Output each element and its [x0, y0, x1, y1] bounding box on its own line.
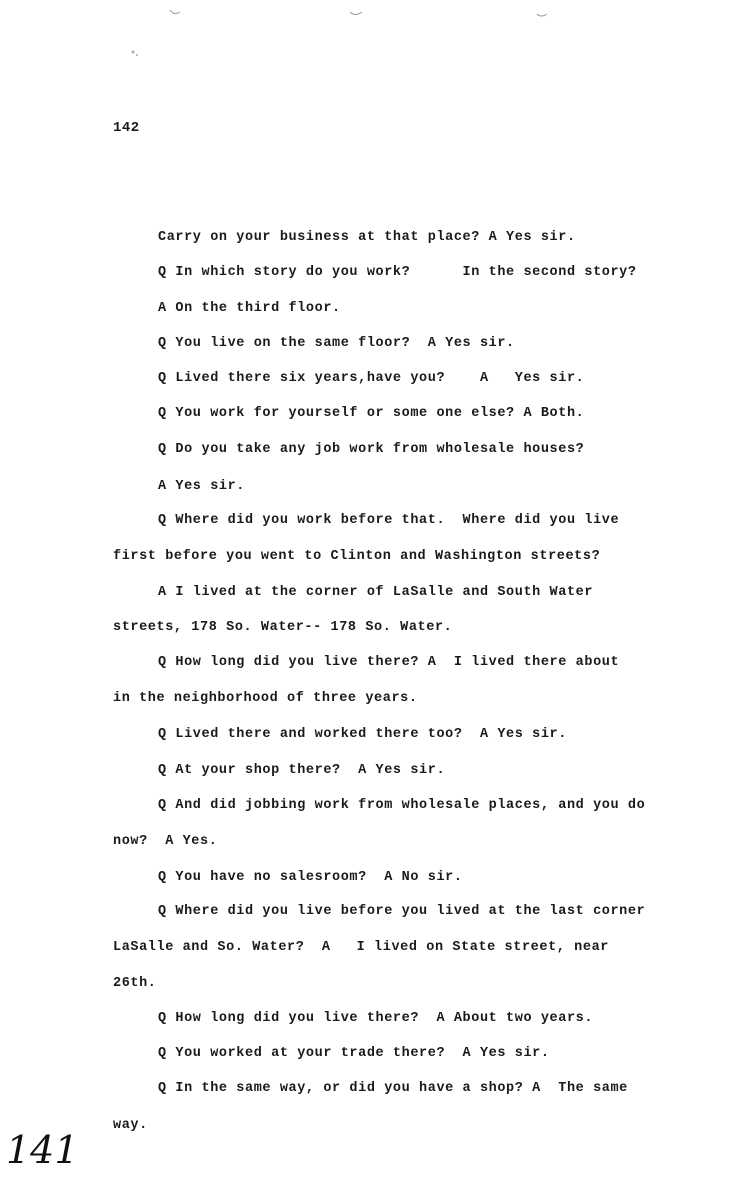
- transcript-line: Q How long did you live there? A About two years.: [158, 1011, 594, 1026]
- transcript-line: Q At your shop there? A Yes sir.: [158, 763, 446, 778]
- handwritten-margin-note: 141: [6, 1128, 79, 1172]
- transcript-line: Q You have no salesroom? A No sir.: [158, 870, 463, 885]
- transcript-line: Q In which story do you work? In the second story?: [158, 265, 637, 280]
- transcript-line: way.: [113, 1118, 148, 1133]
- transcript-line: Q Where did you live before you lived at the last corner: [158, 904, 646, 919]
- page-number: 142: [113, 120, 140, 136]
- transcript-line: Q You work for yourself or some one else? A Both.: [158, 406, 585, 421]
- transcript-line: Q Where did you work before that. Where did you live: [158, 513, 620, 528]
- transcript-line: A On the third floor.: [158, 301, 341, 316]
- transcript-line: Q Lived there and worked there too? A Yes sir.: [158, 727, 567, 742]
- transcript-line: Q You worked at your trade there? A Yes sir.: [158, 1046, 550, 1061]
- transcript-line: Q You live on the same floor? A Yes sir.: [158, 336, 515, 351]
- transcript-line: in the neighborhood of three years.: [113, 691, 418, 706]
- transcript-line: LaSalle and So. Water? A I lived on State street, near: [113, 940, 609, 955]
- scan-specks: [0, 0, 734, 200]
- transcript-line: Q And did jobbing work from wholesale places, and you do: [158, 798, 646, 813]
- transcript-line: A Yes sir.: [158, 479, 246, 494]
- transcript-line: first before you went to Clinton and Washington streets?: [113, 549, 601, 564]
- transcript-line: Q Do you take any job work from wholesale houses?: [158, 442, 585, 457]
- transcript-line: 26th.: [113, 976, 157, 991]
- transcript-line: Q Lived there six years,have you? A Yes sir.: [158, 371, 585, 386]
- transcript-line: streets, 178 So. Water-- 178 So. Water.: [113, 620, 453, 635]
- transcript-line: A I lived at the corner of LaSalle and South Water: [158, 585, 594, 600]
- transcript-line: now? A Yes.: [113, 834, 218, 849]
- transcript-line: Q How long did you live there? A I lived there about: [158, 655, 620, 670]
- transcript-line: Q In the same way, or did you have a shop? A The same: [158, 1081, 628, 1096]
- transcript-line: Carry on your business at that place? A Yes sir.: [158, 230, 576, 245]
